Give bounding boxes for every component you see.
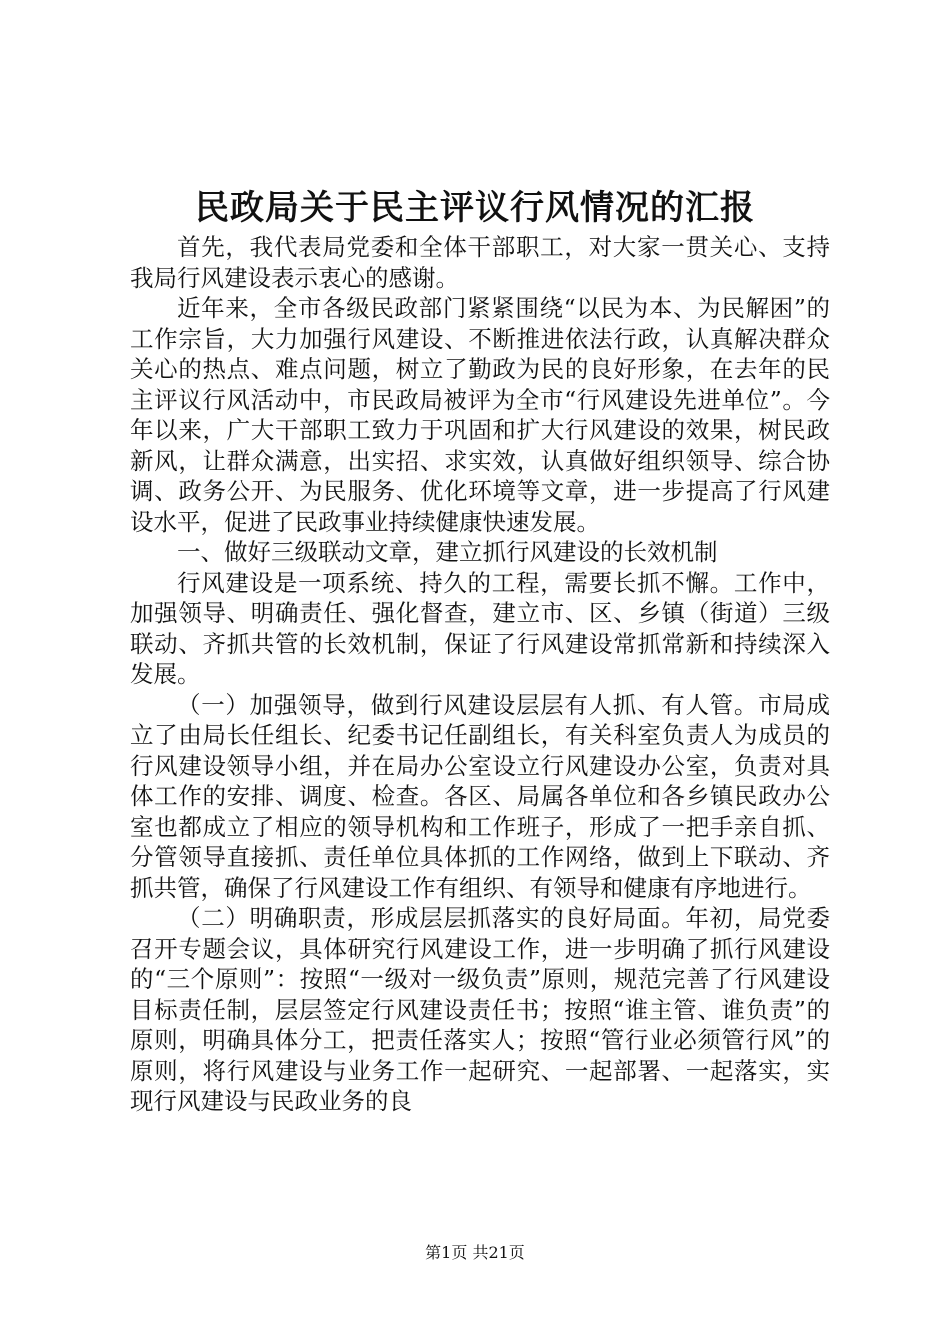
document-title: 民政局关于民主评议行风情况的汇报 (195, 188, 755, 228)
paragraph-subsection-1: （一）加强领导，做到行风建设层层有人抓、有人管。市局成立了由局长任组长、纪委书记任副组长，有关科室负责人为成员的行风建设领导小组，并在局办公室设立行风建设办公室，负责对具体工作的安排、调度、检查。各区、局属各单位和各乡镇民政办公室也都成立了相应的领导机构和工作班子，形成了一把手亲自抓、分管领导直接抓、责任单位具体抓的工作网络，做到上下联动、齐抓共管，确保了行风建设工作有组织、有领导和健康有序地进行。 (130, 690, 830, 902)
paragraph-section-1: 行风建设是一项系统、持久的工程，需要长抓不懈。工作中，加强领导、明确责任、强化督查，建立市、区、乡镇（街道）三级联动、齐抓共管的长效机制，保证了行风建设常抓常新和持续深入发展。 (130, 568, 830, 688)
section-heading-1: 一、做好三级联动文章，建立抓行风建设的长效机制 (177, 538, 718, 566)
page-number-footer: 第1页 共21页 (425, 1243, 525, 1262)
document-body (130, 232, 830, 1117)
paragraph-intro: 首先，我代表局党委和全体干部职工，对大家一贯关心、支持我局行风建设表示衷心的感谢。 (130, 233, 830, 292)
paragraph-overview: 近年来，全市各级民政部门紧紧围绕“以民为本、为民解困”的工作宗旨，大力加强行风建设、不断推进依法行政，认真解决群众关心的热点、难点问题，树立了勤政为民的良好形象，在去年的民主评议行风活动中，市民政局被评为全市“行风建设先进单位”。今年以来，广大干部职工致力于巩固和扩大行风建设的效果，树民政新风，让群众满意，出实招、求实效，认真做好组织领导、综合协调、政务公开、为民服务、优化环境等文章，进一步提高了行风建设水平，促进了民政事业持续健康快速发展。 (130, 294, 830, 536)
paragraph-subsection-2: （二）明确职责，形成层层抓落实的良好局面。年初，局党委召开专题会议，具体研究行风建设工作，进一步明确了抓行风建设的“三个原则”：按照“一级对一级负责”原则，规范完善了行风建设目标责任制，层层签定行风建设责任书；按照“谁主管、谁负责”的原则，明确具体分工，把责任落实人；按照“管行业必须管行风”的原则，将行风建设与业务工作一起研究、一起部署、一起落实，实现行风建设与民政业务的良 (130, 904, 830, 1115)
